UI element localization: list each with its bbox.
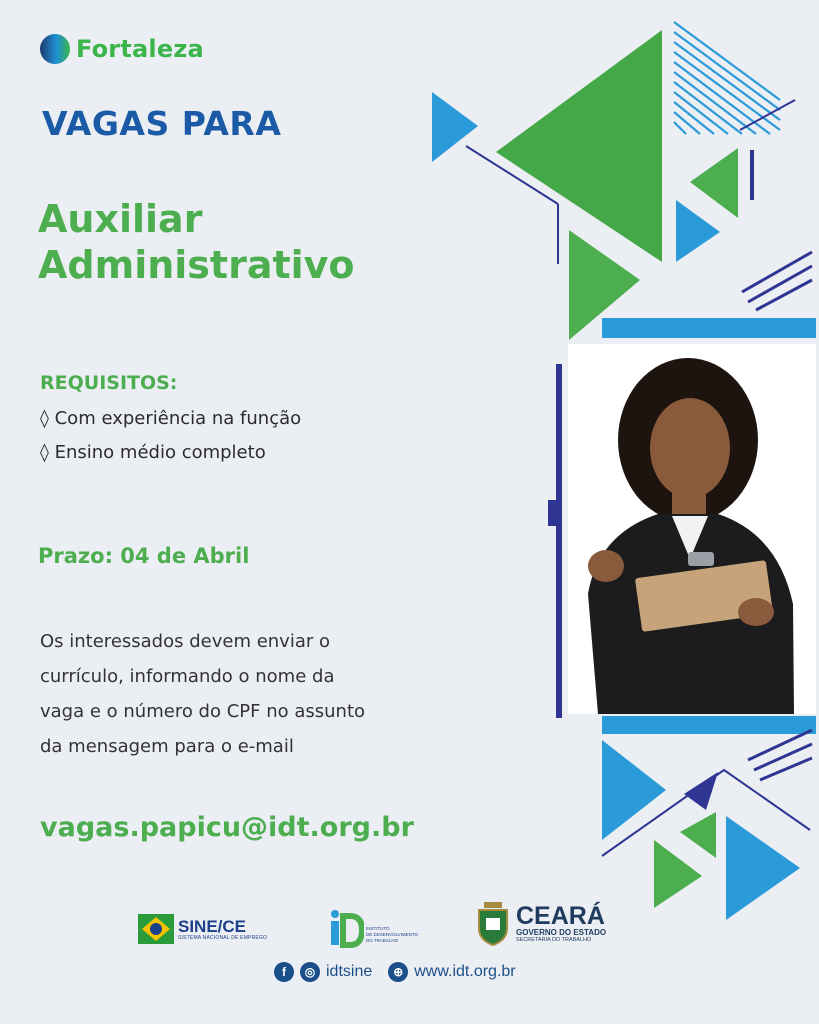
blue-bar-bottom [602,716,816,734]
vagas-para-heading: VAGAS PARA [42,104,282,143]
instruction-line: vaga e o número do CPF no assunto [40,701,366,722]
green-triangle-bottom [654,840,702,908]
secretaria-label: SECRETARIA DO TRABALHO [516,936,592,943]
green-triangle-large [496,30,662,262]
ceara-coat-of-arms-icon [476,900,510,946]
idt-subtitle-3: DO TRABALHO [366,938,399,943]
social-links [274,962,516,982]
job-title [38,196,355,288]
contact-email[interactable]: vagas.papicu@idt.org.br [40,812,414,843]
job-title-line2: Administrativo [38,243,355,287]
sine-label: SINE/CE [178,916,247,936]
ceara-label: CEARÁ [516,901,605,930]
job-title-line1: Auxiliar [38,197,203,241]
deadline: Prazo: 04 de Abril [38,544,250,568]
blue-triangle-bottom-right [726,816,800,920]
application-instructions [40,624,420,764]
instruction-line: da mensagem para o e-mail [40,736,294,757]
website-link[interactable]: www.idt.org.br [414,963,516,980]
blue-triangle-bottom-left [602,740,666,840]
instruction-line: currículo, informando o nome da [40,666,335,687]
ceara-logo [476,900,606,946]
candidate-photo [568,344,816,714]
blue-bar-top [602,318,816,338]
brazil-flag-icon [138,912,174,946]
blue-triangle-small [432,92,478,162]
sine-subtitle: SISTEMA NACIONAL DE EMPREGO [178,934,268,941]
social-handle[interactable]: idtsine [326,963,373,980]
requirements-list [40,402,301,470]
navy-bar-left [556,364,562,718]
idt-logo [330,908,418,948]
requirement-item: ◊ Com experiência na função [40,408,302,429]
governo-label: GOVERNO DO ESTADO [516,927,607,937]
navy-stripes-right [742,252,812,310]
idt-mark-icon [330,908,364,948]
requirements-heading: REQUISITOS: [40,372,178,394]
requirement-item: ◊ Ensino médio completo [40,442,266,463]
instagram-icon[interactable]: ◎ [300,962,320,982]
globe-icon: ⊕ [388,962,408,982]
idt-subtitle-1: INSTITUTO [366,926,390,931]
city-name: Fortaleza [76,35,204,63]
sine-logo [138,912,267,946]
city-header [40,34,204,64]
city-dot-icon [40,34,70,64]
facebook-icon[interactable]: f [274,962,294,982]
idt-subtitle-2: DE DESENVOLVIMENTO [366,932,419,937]
instruction-line: Os interessados devem enviar o [40,631,330,652]
woman-with-clipboard-illustration [568,344,816,714]
